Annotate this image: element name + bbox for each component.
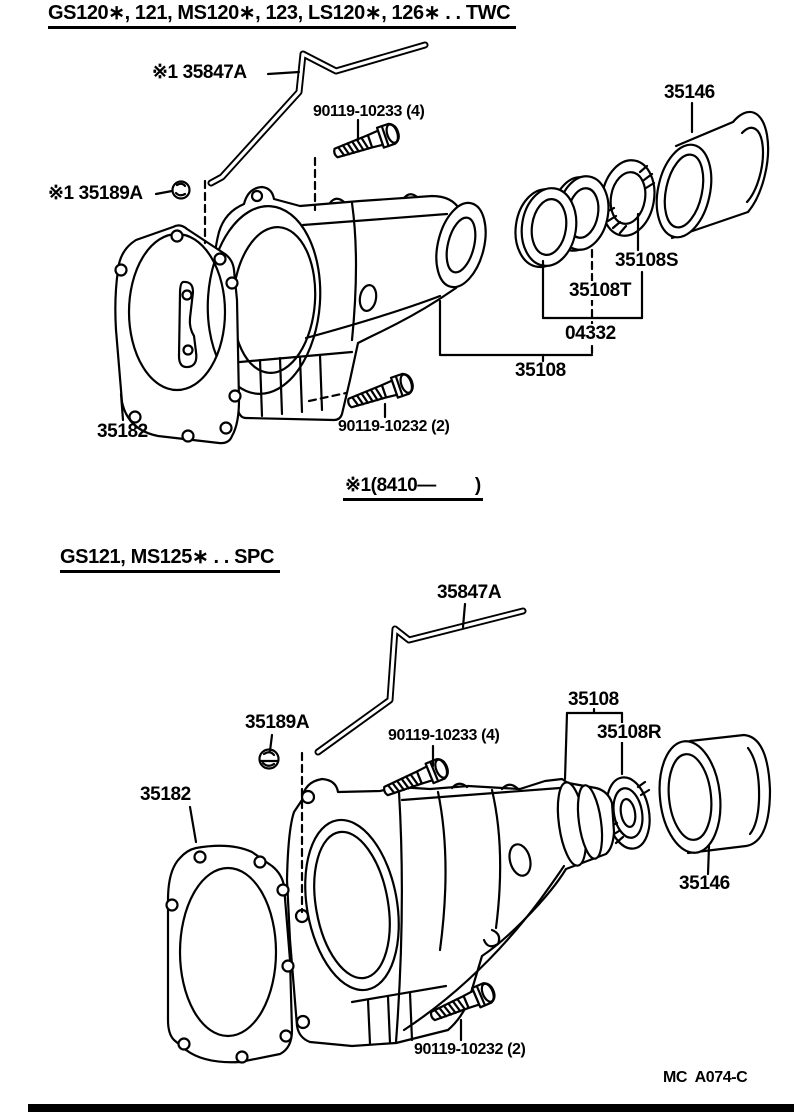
top-diagram bbox=[115, 45, 768, 443]
part-label-bolt-10232-spc: 90119-10232 (2) bbox=[414, 1041, 526, 1058]
dust-cover-drawing-top bbox=[649, 112, 768, 242]
part-label-gasket-kit-04332: 04332 bbox=[565, 323, 616, 344]
part-label-gasket-35182-twc: 35182 bbox=[97, 421, 148, 442]
doc-code: MC A074-C bbox=[663, 1069, 748, 1086]
bottom-border-bar bbox=[28, 1104, 794, 1112]
part-label-plug-35189a-twc: ※1 35189A bbox=[48, 183, 143, 204]
part-label-filler-tube-twc: ※1 35847A bbox=[152, 62, 247, 83]
plug-drawing-top bbox=[173, 182, 190, 199]
gasket-drawing-bottom bbox=[167, 846, 294, 1063]
part-label-bolt-10232-twc: 90119-10232 (2) bbox=[338, 418, 450, 435]
bottom-diagram bbox=[167, 604, 771, 1063]
plug-drawing-bottom bbox=[260, 750, 279, 769]
part-label-housing-35108-twc: 35108 bbox=[515, 360, 566, 381]
bolt-drawing-10233-top bbox=[331, 122, 401, 164]
part-label-ring-35108s: 35108S bbox=[615, 250, 679, 271]
date-note-8410: ※1(8410— ) bbox=[343, 476, 483, 501]
part-label-seal-35108r: 35108R bbox=[597, 722, 662, 743]
bolt-drawing-10232-top bbox=[345, 372, 415, 414]
part-label-bolt-10233-twc: 90119-10233 (4) bbox=[313, 103, 425, 120]
section-header-spc: GS121, MS125∗ . . SPC bbox=[60, 547, 280, 573]
part-label-gasket-35182-spc: 35182 bbox=[140, 784, 191, 805]
extension-housing-drawing-top bbox=[202, 187, 494, 420]
part-label-housing-35108-spc: 35108 bbox=[568, 689, 619, 710]
part-label-plug-35189a-spc: 35189A bbox=[245, 712, 310, 733]
part-label-dust-cover-35146-twc: 35146 bbox=[664, 82, 715, 103]
part-label-ring-35108t: 35108T bbox=[569, 280, 632, 301]
section-header-twc: GS120∗, 121, MS120∗, 123, LS120∗, 126∗ . . TWC bbox=[48, 3, 516, 29]
dust-cover-drawing-bottom bbox=[654, 735, 770, 856]
part-label-dust-cover-35146-spc: 35146 bbox=[679, 873, 730, 894]
part-label-filler-tube-spc: 35847A bbox=[437, 582, 502, 603]
part-label-bolt-10233-spc: 90119-10233 (4) bbox=[388, 727, 500, 744]
